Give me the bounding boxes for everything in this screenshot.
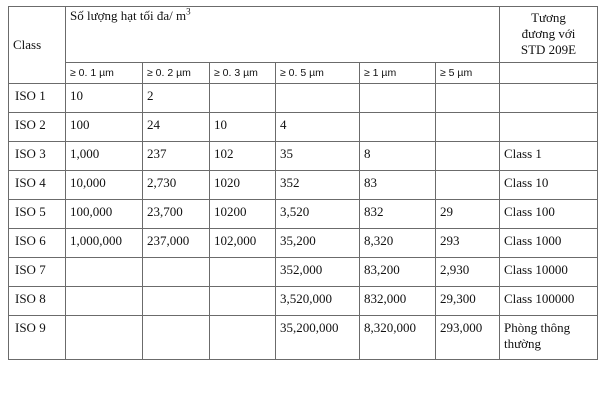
- iso-class-cell: ISO 6: [9, 229, 66, 258]
- value-cell: 8: [360, 142, 436, 171]
- value-cell: 1,000: [66, 142, 143, 171]
- iso-class-cell: ISO 8: [9, 287, 66, 316]
- value-cell: 10: [66, 84, 143, 113]
- std-class-cell: [500, 84, 598, 113]
- particle-size-header: ≥ 5 µm: [436, 63, 500, 84]
- value-cell: [66, 258, 143, 287]
- value-cell: 35,200: [276, 229, 360, 258]
- value-cell: 23,700: [143, 200, 210, 229]
- std-class-cell: Class 10: [500, 171, 598, 200]
- value-cell: 10200: [210, 200, 276, 229]
- value-cell: [210, 287, 276, 316]
- value-cell: [436, 171, 500, 200]
- value-cell: [210, 84, 276, 113]
- value-cell: 2,730: [143, 171, 210, 200]
- value-cell: 29,300: [436, 287, 500, 316]
- table-row: [9, 229, 598, 258]
- value-cell: 832,000: [360, 287, 436, 316]
- std-class-cell: Class 100: [500, 200, 598, 229]
- value-cell: 102: [210, 142, 276, 171]
- value-cell: 10,000: [66, 171, 143, 200]
- value-cell: [436, 113, 500, 142]
- value-cell: [143, 316, 210, 360]
- value-cell: [276, 84, 360, 113]
- table-row: [9, 84, 598, 113]
- max-particle-count-header: [66, 7, 500, 63]
- std-header-line-1: Tương: [531, 10, 566, 25]
- class-header: Class: [9, 7, 66, 84]
- value-cell: 35: [276, 142, 360, 171]
- iso-class-cell: ISO 4: [9, 171, 66, 200]
- value-cell: [66, 287, 143, 316]
- cleanroom-class-table-frame: [8, 6, 598, 360]
- value-cell: 237,000: [143, 229, 210, 258]
- std-class-cell: Phòng thông thường: [500, 316, 598, 360]
- particle-size-header: ≥ 0. 5 µm: [276, 63, 360, 84]
- std-class-cell: Class 100000: [500, 287, 598, 316]
- iso-class-cell: ISO 1: [9, 84, 66, 113]
- std-class-cell: [500, 113, 598, 142]
- value-cell: 4: [276, 113, 360, 142]
- value-cell: 35,200,000: [276, 316, 360, 360]
- value-cell: 100,000: [66, 200, 143, 229]
- value-cell: 8,320: [360, 229, 436, 258]
- value-cell: [143, 258, 210, 287]
- value-cell: [210, 316, 276, 360]
- std-header-line-2: đương với: [521, 26, 576, 41]
- value-cell: [66, 316, 143, 360]
- iso-class-cell: ISO 2: [9, 113, 66, 142]
- table-row: [9, 258, 598, 287]
- value-cell: 10: [210, 113, 276, 142]
- std-empty-cell: [500, 63, 598, 84]
- particle-size-header: ≥ 0. 2 µm: [143, 63, 210, 84]
- std-209e-header: [500, 7, 598, 63]
- value-cell: 29: [436, 200, 500, 229]
- iso-class-cell: ISO 7: [9, 258, 66, 287]
- value-cell: [436, 142, 500, 171]
- table-row: [9, 171, 598, 200]
- value-cell: [143, 287, 210, 316]
- particle-size-header: ≥ 0. 3 µm: [210, 63, 276, 84]
- value-cell: 3,520,000: [276, 287, 360, 316]
- table-row: [9, 142, 598, 171]
- particle-size-header: ≥ 0. 1 µm: [66, 63, 143, 84]
- table-row: [9, 113, 598, 142]
- value-cell: 352,000: [276, 258, 360, 287]
- value-cell: 24: [143, 113, 210, 142]
- value-cell: 293,000: [436, 316, 500, 360]
- value-cell: 2: [143, 84, 210, 113]
- iso-class-cell: ISO 5: [9, 200, 66, 229]
- std-class-cell: Class 1: [500, 142, 598, 171]
- value-cell: 1020: [210, 171, 276, 200]
- value-cell: 102,000: [210, 229, 276, 258]
- value-cell: [210, 258, 276, 287]
- table-row: [9, 200, 598, 229]
- value-cell: [436, 84, 500, 113]
- value-cell: 1,000,000: [66, 229, 143, 258]
- cleanroom-class-table: [8, 6, 598, 360]
- particle-size-header: ≥ 1 µm: [360, 63, 436, 84]
- iso-class-cell: ISO 9: [9, 316, 66, 360]
- unit-exponent: 3: [186, 6, 191, 17]
- max-particle-count-label: Số lượng hạt tối đa/ m: [70, 8, 187, 23]
- value-cell: 352: [276, 171, 360, 200]
- value-cell: 100: [66, 113, 143, 142]
- value-cell: 293: [436, 229, 500, 258]
- value-cell: 8,320,000: [360, 316, 436, 360]
- value-cell: 83: [360, 171, 436, 200]
- table-row: [9, 287, 598, 316]
- std-header-line-3: STD 209E: [520, 42, 577, 57]
- std-class-cell: Class 1000: [500, 229, 598, 258]
- value-cell: 832: [360, 200, 436, 229]
- value-cell: 83,200: [360, 258, 436, 287]
- iso-class-cell: ISO 3: [9, 142, 66, 171]
- value-cell: [360, 84, 436, 113]
- particle-size-row: [9, 63, 598, 84]
- table-row: [9, 316, 598, 360]
- std-class-cell: Class 10000: [500, 258, 598, 287]
- value-cell: [360, 113, 436, 142]
- value-cell: 2,930: [436, 258, 500, 287]
- value-cell: 237: [143, 142, 210, 171]
- value-cell: 3,520: [276, 200, 360, 229]
